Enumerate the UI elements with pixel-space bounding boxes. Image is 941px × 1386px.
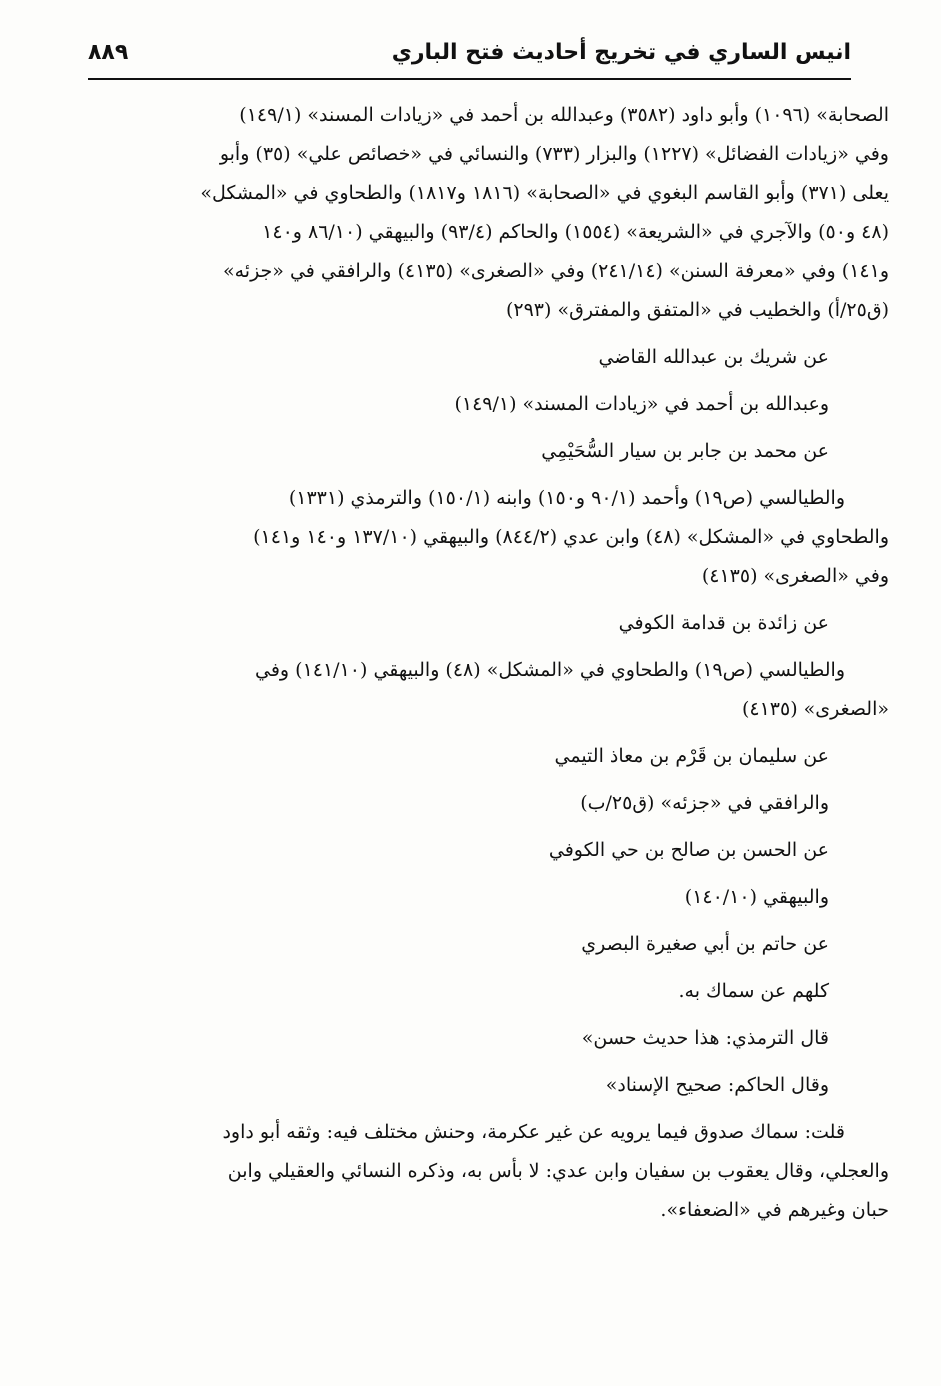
narrator-line: قال الترمذي: هذا حديث حسن» xyxy=(581,1027,829,1049)
narrator-line: عن سليمان بن قَرْم بن معاذ التيمي xyxy=(554,745,829,767)
text-paragraph: والطيالسي (ص١٩) وأحمد (٩٠/١ و١٥٠) وابنه (١٥٠/١) والترمذي (١٣٣١) والطحاوي في «المشكل» (٤٨) وابن عدي (٨٤٤/٢) والبيهقي (١٣٧/١٠ و١٤٠ و١٤١) وفي «الصغرى» (٤١٣٥) xyxy=(253,487,889,587)
narrator-line: وقال الحاكم: صحيح الإسناد» xyxy=(605,1074,829,1096)
page-header xyxy=(88,38,851,80)
narrator-line: والرافقي في «جزئه» (ق٢٥/ب) xyxy=(580,792,829,814)
text-paragraph: قلت: سماك صدوق فيما يرويه عن غير عكرمة، وحنش مختلف فيه: وثقه أبو داود والعجلي، وقال يعقوب بن سفيان وابن عدي: لا بأس به، وذكره النسائي والعقيلي وابن حبان وغيرهم في «الضعفاء». xyxy=(222,1121,889,1221)
narrator-line: وعبدالله بن أحمد في «زيادات المسند» (١٤٩/١) xyxy=(454,393,829,415)
narrator-line: والبيهقي (١٤٠/١٠) xyxy=(684,886,829,908)
narrator-line: عن زائدة بن قدامة الكوفي xyxy=(618,612,829,634)
page-number: ٨٨٩ xyxy=(88,40,129,65)
narrator-line: عن محمد بن جابر بن سيار السُّحَيْمِي xyxy=(541,440,829,462)
page-body xyxy=(88,96,889,1238)
narrator-line: عن شريك بن عبدالله القاضي xyxy=(598,346,829,368)
narrator-line: كلهم عن سماك به. xyxy=(678,980,829,1002)
text-paragraph: الصحابة» (١٠٩٦) وأبو داود (٣٥٨٢) وعبدالله بن أحمد في «زيادات المسند» (١٤٩/١) وفي «زيادات الفضائل» (١٢٢٧) والبزار (٧٣٣) والنسائي في «خصائص علي» (٣٥) وأبو يعلى (٣٧١) وأبو القاسم البغوي في «الصحابة» (١٨١٦ و١٨١٧) والطحاوي في «المشكل» (٤٨ و٥٠) والآجري في «الشريعة» (١٥٥٤) والحاكم (٩٣/٤) والبيهقي (٨٦/١٠ و١٤٠ و١٤١) وفي «معرفة السنن» (٢٤١/١٤) وفي «الصغرى» (٤١٣٥) والرافقي في «جزئه» (ق٢٥/أ) والخطيب في «المتفق والمفترق» (٢٩٣) xyxy=(200,104,889,321)
narrator-line: عن حاتم بن أبي صغيرة البصري xyxy=(581,933,829,955)
text-paragraph: والطيالسي (ص١٩) والطحاوي في «المشكل» (٤٨) والبيهقي (١٤١/١٠) وفي «الصغرى» (٤١٣٥) xyxy=(255,659,889,720)
book-title: انيس الساري في تخريج أحاديث فتح الباري xyxy=(391,40,851,65)
narrator-line: عن الحسن بن صالح بن حي الكوفي xyxy=(548,839,829,861)
